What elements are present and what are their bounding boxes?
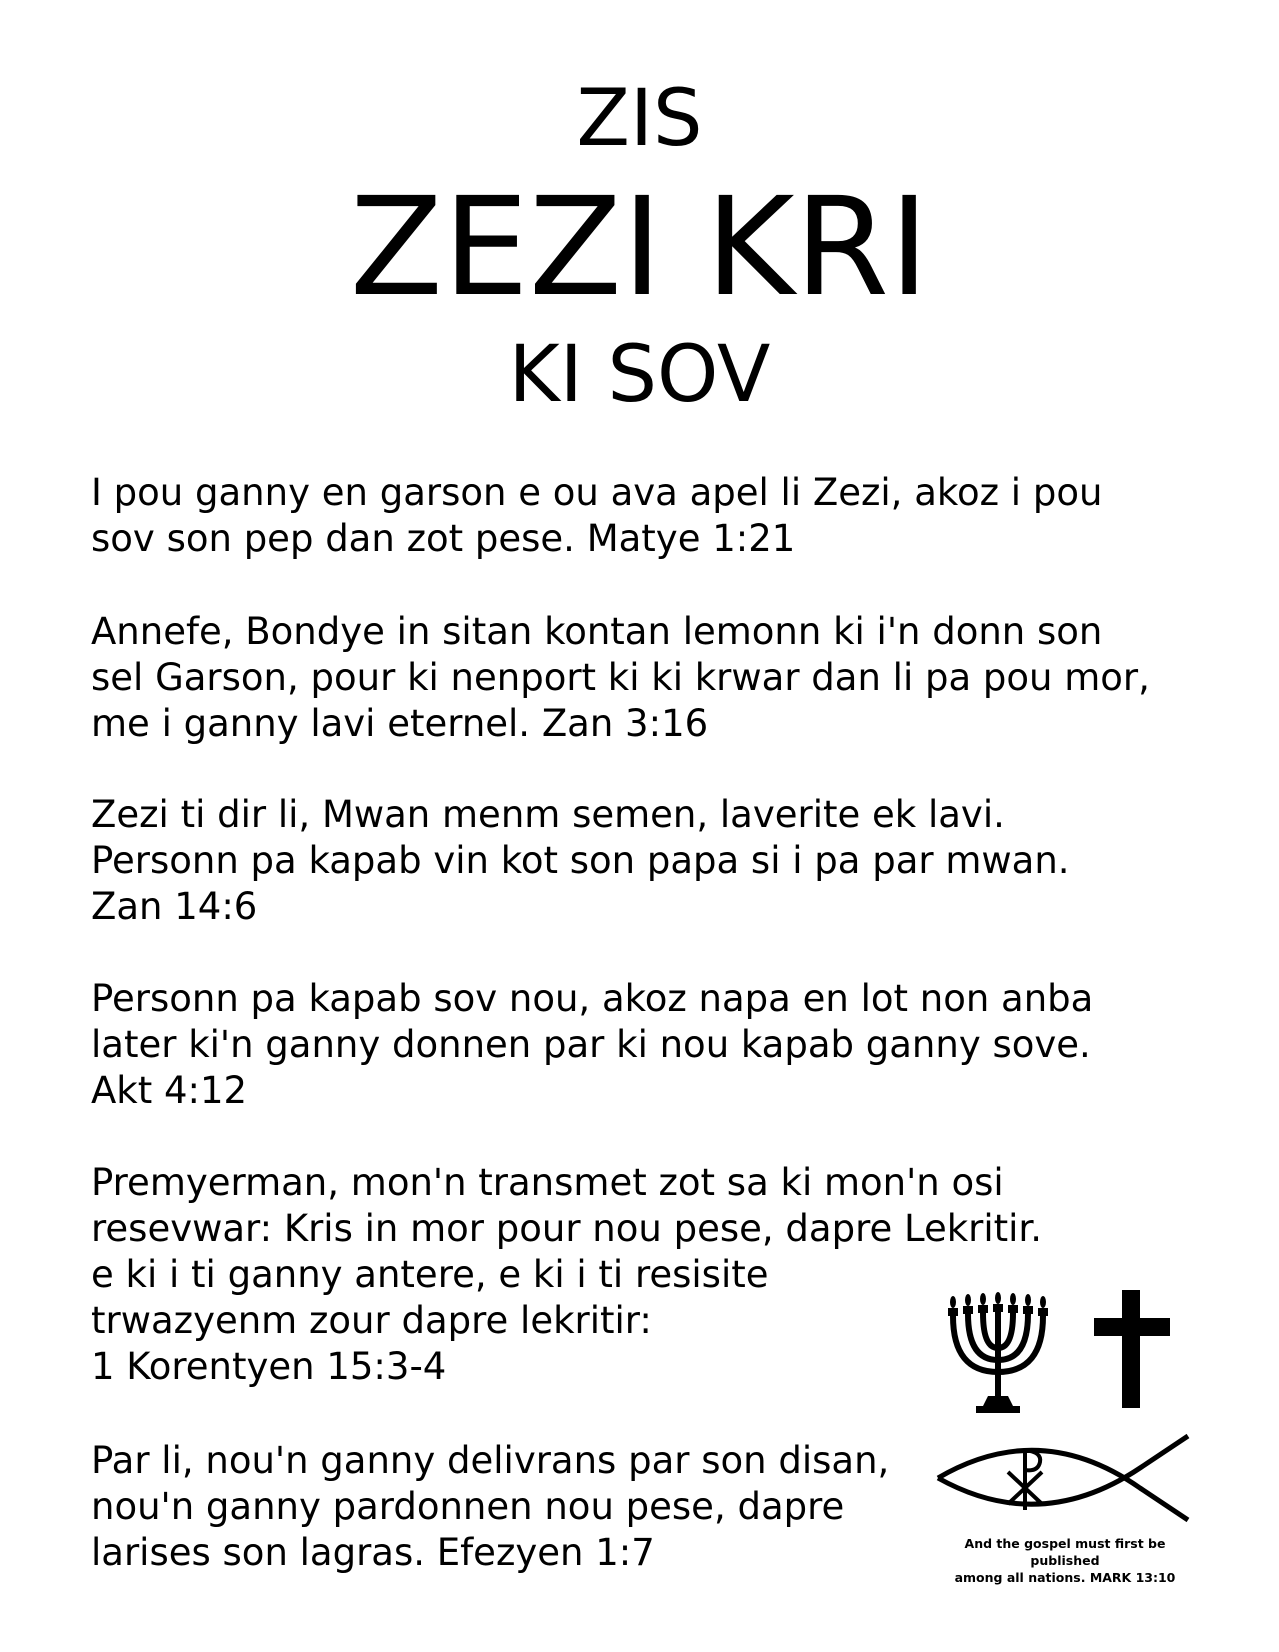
faith-symbols — [930, 1290, 1200, 1590]
ichthys-chi-rho-icon — [930, 1430, 1200, 1525]
verse-paragraph-1: I pou ganny en garson e ou ava apel li Zezi, akoz i pou sov son pep dan zot pese. Matye 1:21 — [91, 471, 1103, 560]
title-main: ZEZI KRI — [349, 169, 930, 327]
verse-paragraph-3: Zezi ti dir li, Mwan menm semen, laverite ek lavi. Personn pa kapab vin kot son papa si i pa par mwan. Zan 14:6 — [91, 793, 1070, 928]
menorah-icon — [942, 1290, 1067, 1415]
verse-paragraph-4: Personn pa kapab sov nou, akoz napa en lot non anba later ki'n ganny donnen par ki nou kapab ganny sove. Akt 4:12 — [91, 977, 1094, 1112]
verse-paragraph-6: Par li, nou'n ganny delivrans par son disan, nou'n ganny pardonnen nou pese, dapre larises son lagras. Efezyen 1:7 — [91, 1439, 890, 1574]
verse-paragraph-2: Annefe, Bondye in sitan kontan lemonn ki i'n donn son sel Garson, pour ki nenport ki ki krwar dan li pa pou mor, me i ganny lavi eternel. Zan 3:16 — [91, 610, 1150, 745]
footer-quote: And the gospel must first be published among all nations. MARK 13:10 — [954, 1536, 1176, 1585]
cross-icon — [1090, 1290, 1175, 1410]
title-line-1: ZIS — [576, 74, 703, 164]
verse-paragraph-5: Premyerman, mon'n transmet zot sa ki mon'n osi resevwar: Kris in mor pour nou pese, dapre Lekritir. e ki i ti ganny antere, e ki i ti resisite trwazyenm zour dapre lekritir: 1 Korentyen 15:3-4 — [91, 1161, 1042, 1388]
title-line-3: KI SOV — [508, 330, 771, 420]
